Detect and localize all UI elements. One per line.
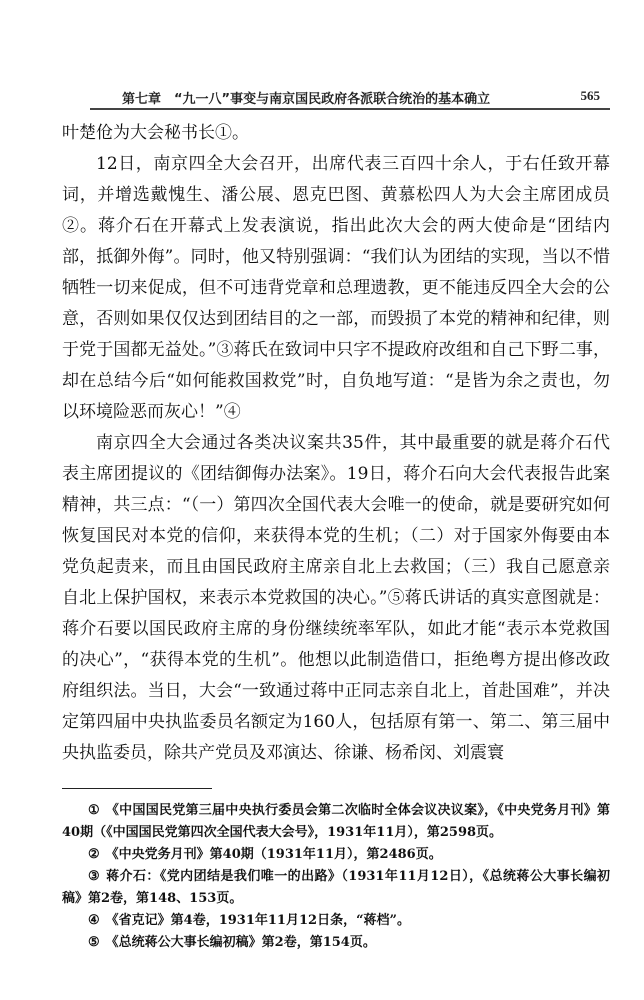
footnote [62,844,610,866]
footnote-text: 《省克记》第4卷，1931年11月12日条，“蒋档”。 [105,913,411,928]
footnote-mark: ② [88,847,100,862]
footnote-mark: ① [88,803,100,818]
running-header [90,84,610,108]
footnotes [62,800,610,954]
footnote-text: 蒋介石：《党内团结是我们唯一的出路》（1931年11月12日），《总统蒋公大事长编初稿》第2卷，第148、153页。 [62,869,610,906]
footnote [62,866,610,910]
footnote [62,932,610,954]
footnote [62,910,610,932]
header-rule [90,108,610,110]
chapter-title: 第七章 “九一八”事变与南京国民政府各派联合统治的基本确立 [122,92,491,107]
footnote-text: 《中国国民党第三届中央执行委员会第二次临时全体会议决议案》，《中央党务月刊》第40期（《中国国民党第四次全国代表大会号》，1931年11月），第2598页。 [62,803,610,840]
page-number: 565 [580,88,600,103]
paragraph-continued: 叶楚伧为大会秘书长①。 [62,123,249,143]
footnote-text: 《总统蒋公大事长编初稿》第2卷，第154页。 [105,935,376,950]
footnote-text: 《中央党务月刊》第40期（1931年11月），第2486页。 [105,847,442,862]
footnote-mark: ④ [88,913,100,928]
paragraph: 12日，南京四全大会召开，出席代表三百四十余人，于右任致开幕词，并增选戴愧生、潘公展、恩克巴图、黄慕松四人为大会主席团成员②。蒋介石在开幕式上发表演说，指出此次大会的两大使命是“团结内部，抵御外侮”。同时，他又特别强调：“我们认为团结的实现，当以不惜牺牲一切来促成，但不可违背党章和总理遗教，更不能违反四全大会的公意，否则如果仅仅达到团结目的之一部，而毁损了本党的精神和纪律，则于党于国都无益处。”③蒋氏在致词中只字不提政府改组和自己下野二事，却在总结今后“如何能救国救党”时，自负地写道：“是皆为余之责也，勿以环境险恶而灰心！”④ [62,154,610,422]
paragraph: 南京四全大会通过各类决议案共35件，其中最重要的就是蒋介石代表主席团提议的《团结御侮办法案》。19日，蒋介石向大会代表报告此案精神，共三点：“（一）第四次全国代表大会唯一的使命，就是要研究如何恢复国民对本党的信仰，来获得本党的生机；（二）对于国家外侮要由本党负起责来，而且由国民政府主席亲自北上去救国；（三）我自己愿意亲自北上保护国权，来表示本党救国的决心。”⑤蒋氏讲话的真实意图就是：蒋介石要以国民政府主席的身份继续统率军队，如此才能“表示本党救国的决心”，“获得本党的生机”。他想以此制造借口，拒绝粤方提出修改政府组织法。当日，大会“一致通过蒋中正同志亲自北上，首赴国难”，并决定第四届中央执监委员名额定为160人，包括原有第一、第二、第三届中央执监委员，除共产党员及邓演达、徐谦、杨希闵、刘震寰 [62,433,610,763]
footnote [62,800,610,844]
footnote-rule [62,788,212,789]
footnote-mark: ③ [88,869,101,884]
body-text [62,118,610,769]
footnote-mark: ⑤ [88,935,100,950]
